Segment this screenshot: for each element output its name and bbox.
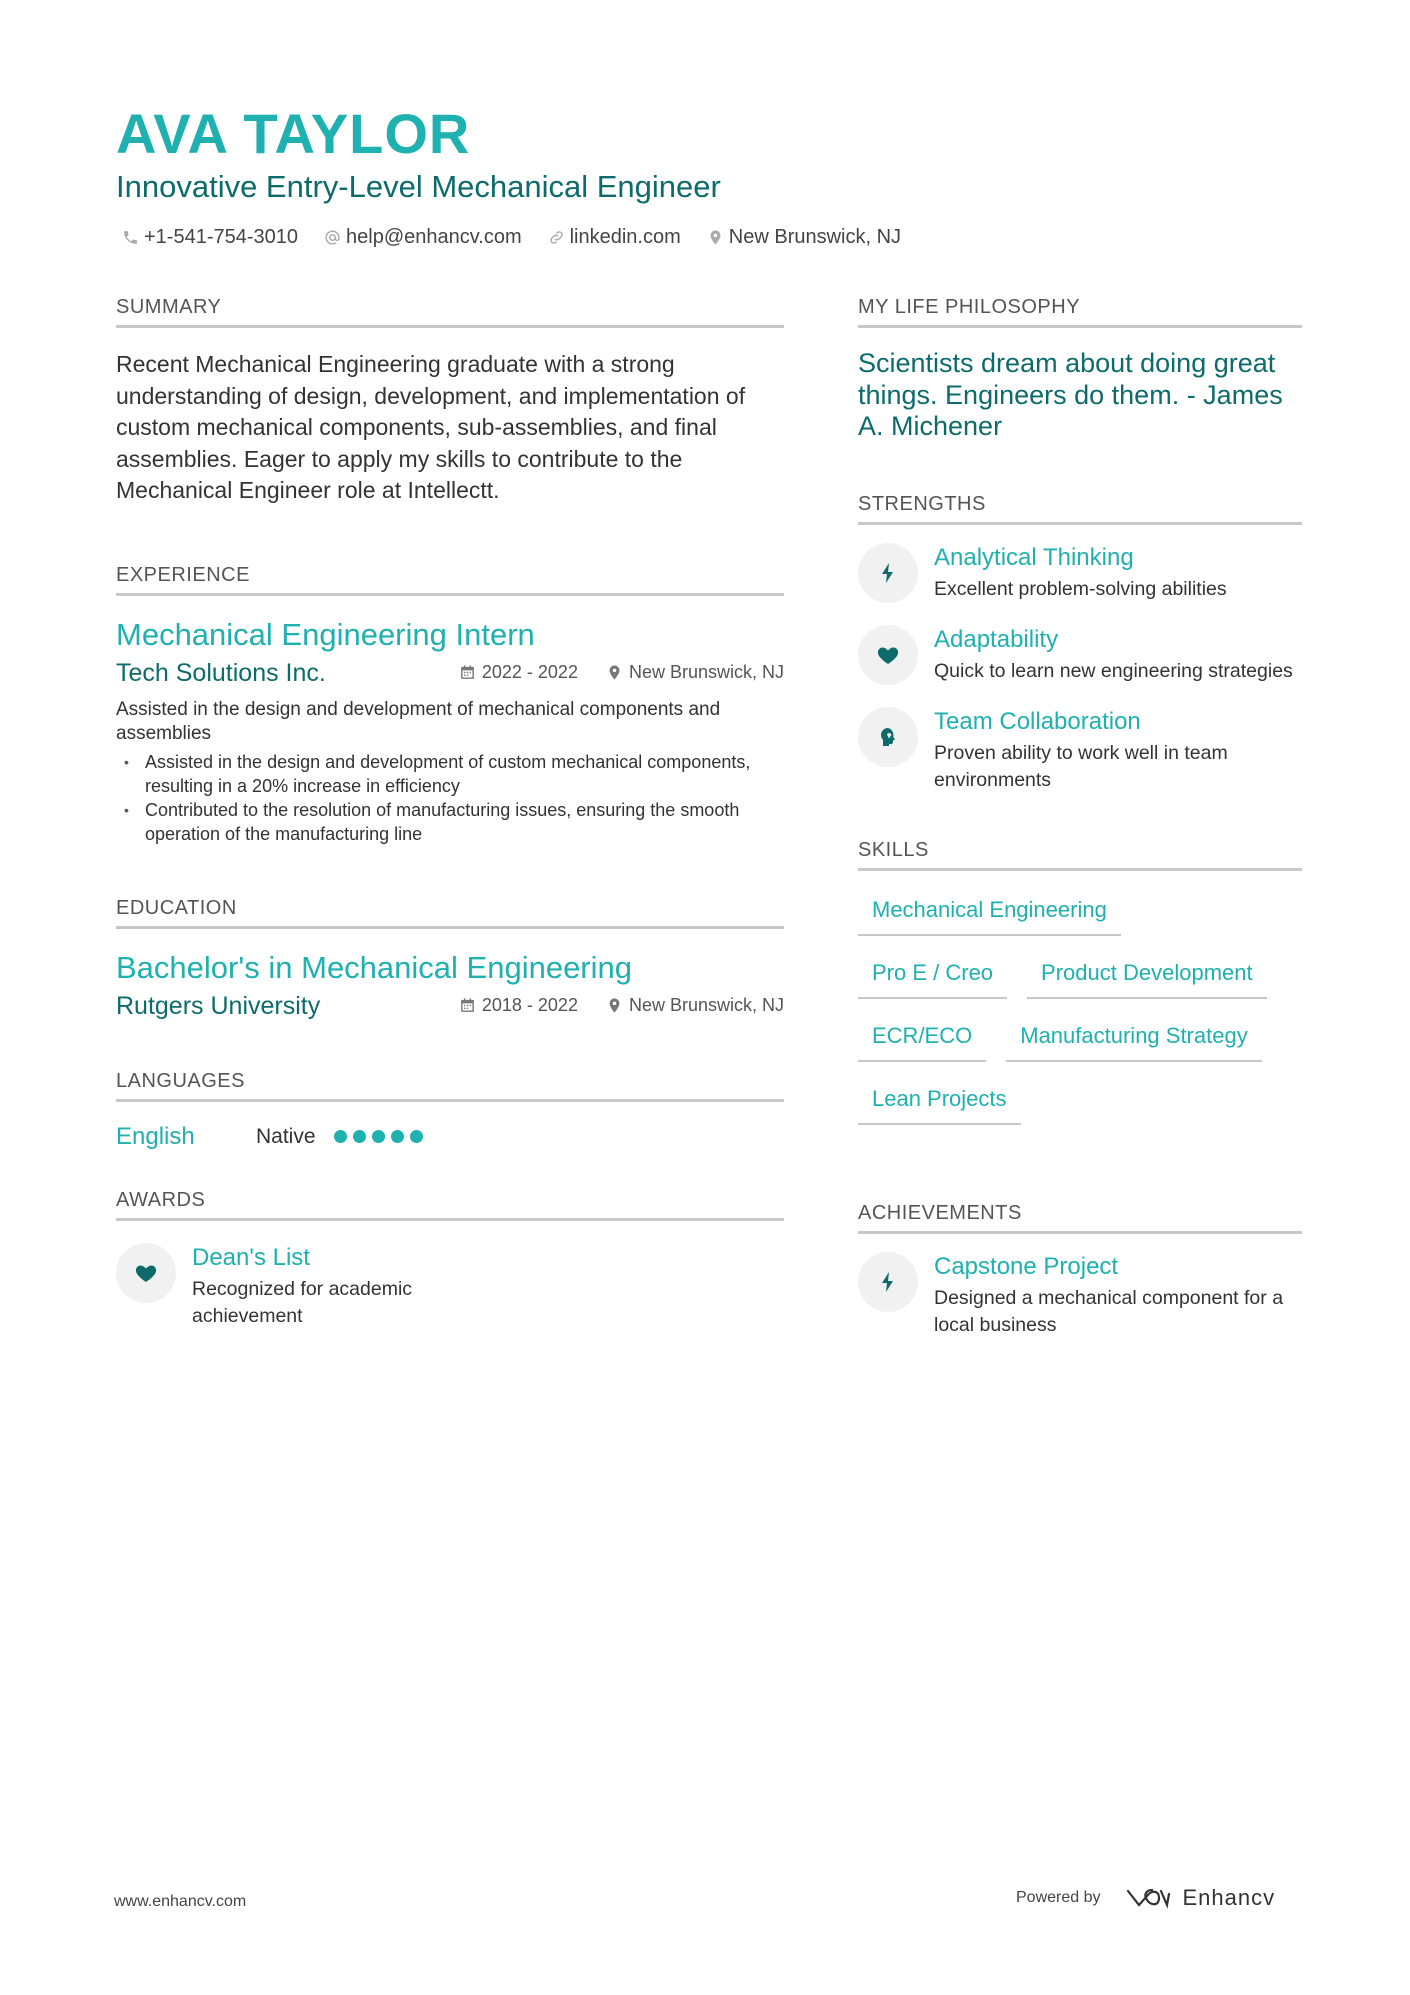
contact-linkedin[interactable]	[548, 224, 681, 250]
languages-heading: LANGUAGES	[116, 1069, 784, 1102]
achievements-heading: ACHIEVEMENTS	[858, 1201, 1302, 1234]
job-meta-row	[116, 656, 784, 690]
education-meta-row	[116, 989, 784, 1023]
strength-description: Proven ability to work well in team environments	[934, 741, 1228, 791]
contact-email[interactable]	[324, 224, 522, 250]
skill-tag: ECR/ECO	[858, 1011, 986, 1062]
education-heading: EDUCATION	[116, 896, 784, 929]
rating-dot	[334, 1130, 347, 1143]
strengths-heading: STRENGTHS	[858, 492, 1302, 525]
education-dates	[459, 995, 578, 1016]
enhancv-logo[interactable]	[1125, 1885, 1276, 1911]
footer-website[interactable]: www.enhancv.com	[114, 1893, 247, 1910]
left-column	[116, 295, 784, 1330]
strength-title: Team Collaboration	[934, 707, 1141, 735]
footer-branding	[1016, 1885, 1275, 1911]
candidate-title: Innovative Entry-Level Mechanical Engineer	[116, 169, 721, 204]
job-dates-text: 2022 - 2022	[481, 662, 578, 682]
job-location-text: New Brunswick, NJ	[628, 662, 784, 682]
at-icon	[324, 229, 341, 246]
location-text: New Brunswick, NJ	[728, 226, 902, 248]
award-description: Recognized for academic achievement	[192, 1277, 413, 1327]
education-location-text: New Brunswick, NJ	[628, 995, 784, 1015]
language-level: Native	[256, 1124, 316, 1148]
strengths-section	[858, 492, 1302, 794]
experience-heading: EXPERIENCE	[116, 563, 784, 596]
powered-by-text: Powered by	[1016, 1889, 1101, 1906]
education-meta	[431, 995, 784, 1016]
skill-tag: Lean Projects	[858, 1074, 1021, 1125]
right-column	[858, 295, 1302, 1339]
map-pin-icon	[606, 997, 623, 1014]
job-description: Assisted in the design and development of mechanical components and assemblies	[116, 698, 721, 744]
education-dates-text: 2018 - 2022	[481, 995, 578, 1015]
rating-dot	[410, 1130, 423, 1143]
heart-icon	[876, 643, 900, 667]
linkedin-text: linkedin.com	[569, 226, 681, 248]
calendar-icon	[459, 664, 476, 681]
calendar-icon	[459, 997, 476, 1014]
awards-section	[116, 1188, 784, 1330]
strength-icon-circle	[858, 625, 918, 685]
brand-text: Enhancv	[1182, 1885, 1276, 1910]
summary-text: Recent Mechanical Engineering graduate with a strong understanding of design, development, and implementation of custom mechanical components, sub-assemblies, and final assemblies. Eager to apply my skills to contribute to the Mechanical Engineer role at Intellectt.	[116, 351, 746, 503]
strength-description: Excellent problem-solving abilities	[934, 577, 1227, 600]
languages-section	[116, 1069, 784, 1152]
education-location	[606, 995, 784, 1016]
candidate-name: AVA TAYLOR	[116, 102, 471, 165]
achievement-item	[858, 1252, 1302, 1339]
strength-title: Adaptability	[934, 625, 1059, 653]
experience-section	[116, 563, 784, 846]
strength-item	[858, 707, 1302, 794]
strength-item	[858, 543, 1302, 603]
award-item	[116, 1243, 784, 1330]
heart-icon	[134, 1261, 158, 1285]
award-title: Dean's List	[192, 1243, 310, 1271]
map-pin-icon	[707, 229, 724, 246]
rating-dot	[391, 1130, 404, 1143]
philosophy-heading: MY LIFE PHILOSOPHY	[858, 295, 1302, 328]
language-name: English	[116, 1122, 195, 1150]
skill-tag: Mechanical Engineering	[858, 885, 1121, 936]
job-location	[606, 662, 784, 683]
summary-heading: SUMMARY	[116, 295, 784, 328]
job-meta	[431, 662, 784, 683]
school-name: Rutgers University	[116, 991, 321, 1020]
education-section	[116, 896, 784, 1023]
philosophy-section	[858, 295, 1302, 443]
skill-tag: Pro E / Creo	[858, 948, 1007, 999]
strength-icon-circle	[858, 543, 918, 603]
job-dates	[459, 662, 578, 683]
enhancv-logo-icon	[1125, 1886, 1171, 1910]
rating-dot	[372, 1130, 385, 1143]
philosophy-quote: Scientists dream about doing great things. Engineers do them. - James A. Michener	[858, 348, 1283, 441]
language-row	[116, 1122, 784, 1152]
skill-tag: Product Development	[1027, 948, 1267, 999]
degree-title: Bachelor's in Mechanical Engineering	[116, 949, 632, 985]
map-pin-icon	[606, 664, 623, 681]
awards-heading: AWARDS	[116, 1188, 784, 1221]
strength-item	[858, 625, 1302, 685]
achievement-description: Designed a mechanical component for a local business	[934, 1286, 1284, 1336]
link-icon	[548, 229, 565, 246]
award-icon-circle	[116, 1243, 176, 1303]
achievement-icon-circle	[858, 1252, 918, 1312]
company-name: Tech Solutions Inc.	[116, 658, 326, 687]
summary-section	[116, 295, 784, 507]
skills-heading: SKILLS	[858, 838, 1302, 871]
achievements-section	[858, 1201, 1302, 1339]
achievement-title: Capstone Project	[934, 1252, 1119, 1280]
contact-phone[interactable]	[122, 224, 298, 250]
job-bullets	[116, 750, 784, 846]
job-title: Mechanical Engineering Intern	[116, 616, 535, 652]
email-text: help@enhancv.com	[346, 226, 522, 248]
job-bullet: • Contributed to the resolution of manufacturing issues, ensuring the smooth operation of the manufacturing line	[116, 798, 784, 846]
language-rating	[334, 1130, 429, 1143]
strength-title: Analytical Thinking	[934, 543, 1134, 571]
strength-icon-circle	[858, 707, 918, 767]
skills-section	[858, 838, 1302, 1137]
strength-description: Quick to learn new engineering strategies	[934, 659, 1293, 682]
phone-text: +1-541-754-3010	[144, 226, 299, 248]
lightning-icon	[876, 1270, 900, 1294]
lightning-icon	[876, 561, 900, 585]
head-brain-icon	[876, 725, 900, 749]
phone-icon	[122, 229, 139, 246]
job-bullet: • Assisted in the design and development of custom mechanical components, resulting in a 20% increase in efficiency	[116, 750, 784, 798]
skills-list	[858, 885, 1302, 1137]
rating-dot	[353, 1130, 366, 1143]
skill-tag: Manufacturing Strategy	[1006, 1011, 1261, 1062]
contact-location	[707, 224, 901, 250]
contact-bar	[122, 224, 927, 250]
